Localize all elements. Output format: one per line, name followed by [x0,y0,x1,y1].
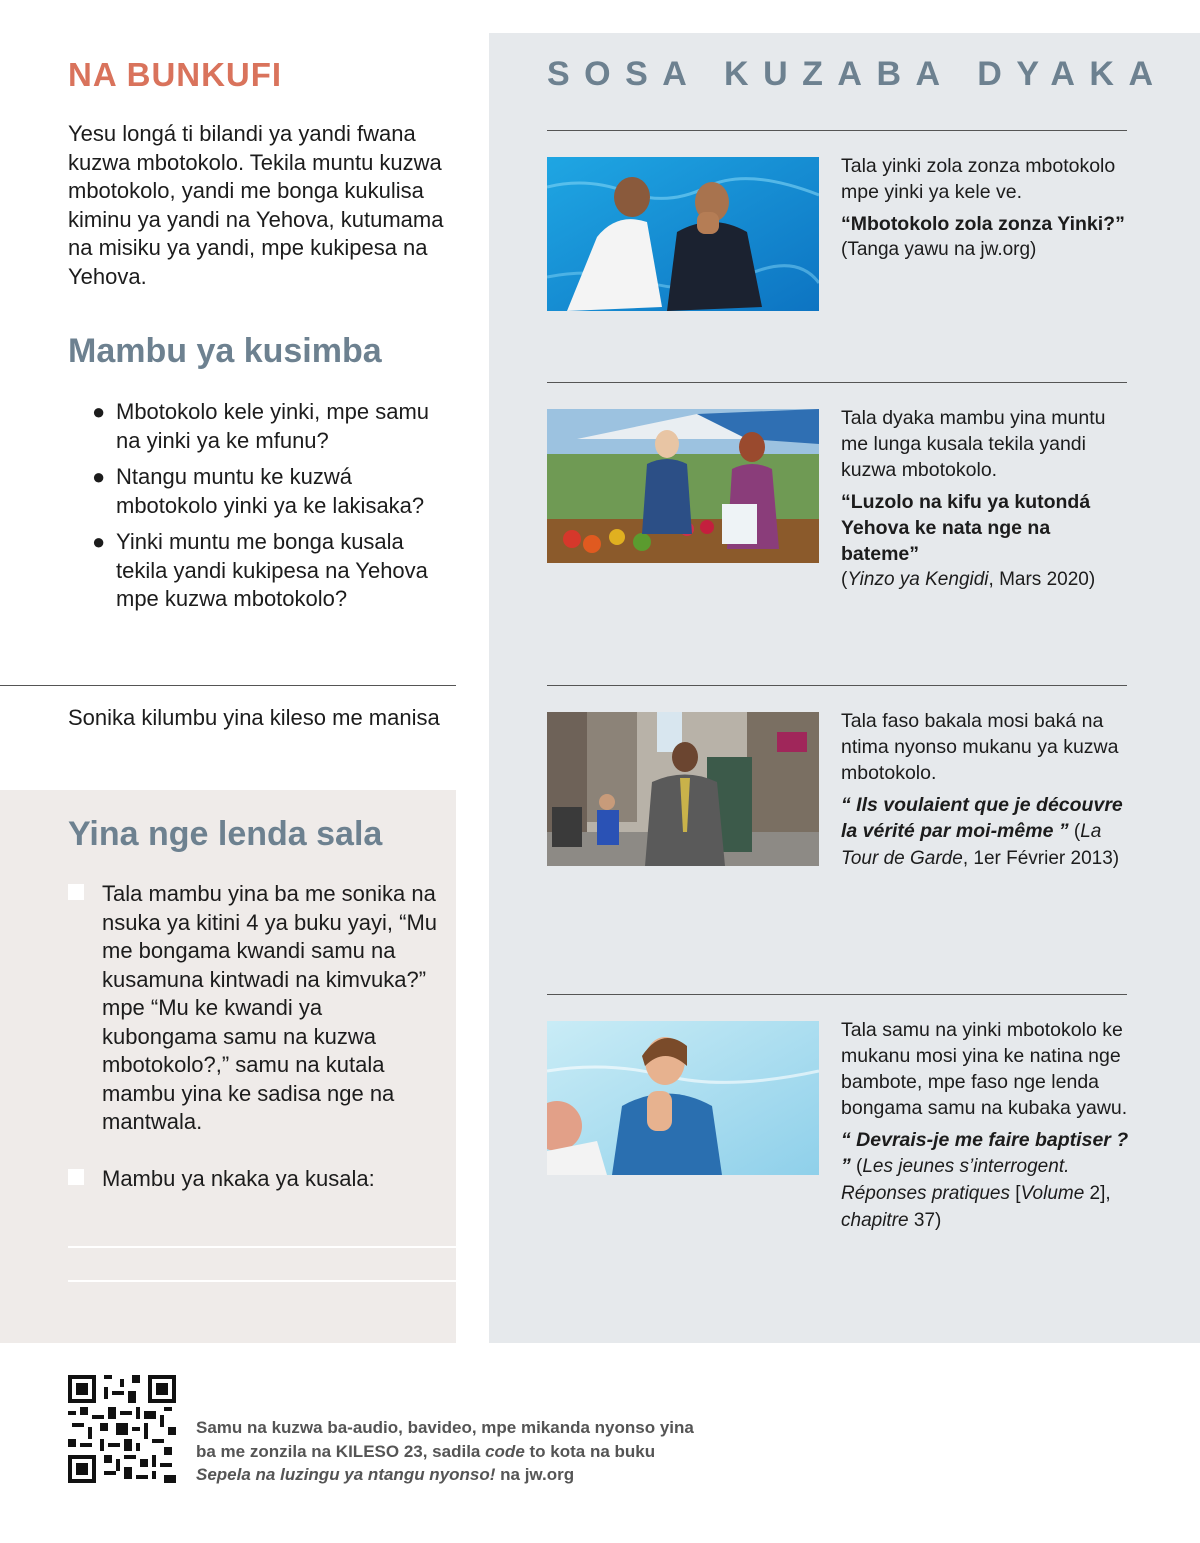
write-in-line[interactable] [68,1280,456,1282]
entry-description: Tala faso bakala mosi baká na ntima nyonso mukanu ya kuzwa mbotokolo. [841,710,1119,784]
baptism-pool-icon [547,157,819,311]
divider [547,130,1127,131]
qr-code-icon[interactable] [68,1375,176,1483]
checkbox[interactable] [68,1169,84,1185]
write-in-line[interactable] [68,1246,456,1248]
entry-description: Tala dyaka mambu yina muntu me lunga kusala tekila yandi kuzwa mbotokolo. [841,407,1106,481]
explore-entry [841,708,1131,872]
review-heading: Mambu ya kusimba [68,332,382,370]
bullet-icon: ● [92,529,106,554]
review-item: ● Yinki muntu me bonga kusala tekila yandi kukipesa na Yehova mpe kuzwa mbotokolo? [92,529,428,611]
review-item: ● Ntangu muntu ke kuzwá mbotokolo yinki ya ke lakisaka? [92,464,425,518]
explore-heading: SOSA KUZABA DYAKA [547,55,1168,93]
bullet-icon: ● [92,464,106,489]
divider [547,994,1127,995]
entry-title-link[interactable]: “Luzolo na kifu ya kutondá Yehova ke nata nge na bateme” [841,491,1091,565]
review-item: ● Mbotokolo kele yinki, mpe samu na yinki ya ke mfunu? [92,399,430,453]
entry-title-link[interactable]: “ Ils voulaient que je découvre la vérité par moi-même ” (La Tour de Garde, 1er Février 2013) [841,794,1123,869]
divider [0,685,456,686]
city-street-man-icon [547,712,819,866]
entry-description: Tala yinki zola zonza mbotokolo mpe yinki ya kele ve. [841,155,1116,203]
footer-note: Samu na kuzwa ba-audio, bavideo, mpe mikanda nyonso yina ba me zonzila na KILESO 23, sadila code to kota na buku Sepela na luzingu ya ntangu nyonso! na jw.org [196,1418,694,1484]
summary-text: Yesu longá ti bilandi ya yandi fwana kuzwa mbotokolo. Tekila muntu kuzwa mbotokolo, yandi me bonga kukulisa kiminu ya yandi na Yehova, kutumama na misiku ya yandi, mpe kukipesa na Yehova. [68,121,444,289]
goal-heading: Yina nge lenda sala [68,815,383,853]
entry-title-link[interactable]: “Mbotokolo zola zonza Yinki?” [841,213,1125,235]
summary-heading: NA BUNKUFI [68,56,283,93]
completion-date-label: Sonika kilumbu yina kileso me manisa [68,705,440,730]
checkbox[interactable] [68,884,84,900]
explore-entry [841,405,1131,593]
market-conversation-icon [547,409,819,563]
divider [547,382,1127,383]
entry-source: (Yinzo ya Kengidi, Mars 2020) [841,569,1096,590]
goal-item: Tala mambu yina ba me sonika na nsuka ya kitini 4 ya buku yayi, “Mu me bongama kwandi samu na kusamuna kintwadi na kimvuka?” mpe “Mu ke kwandi ya kubongama samu na kuzwa mbotokolo?,” samu na kutala mambu yina ke sadisa nge na mantwala. [68,880,438,1140]
goal-item: Mambu ya nkaka ya kusala: [68,1165,438,1195]
girl-baptism-icon [547,1021,819,1175]
review-list [92,398,452,622]
explore-entry [841,153,1131,263]
entry-description: Tala samu na yinki mbotokolo ke mukanu mosi yina ke natina nge bambote, mpe faso nge lenda bongama samu na kubaka yawu. [841,1019,1128,1119]
explore-entry [841,1017,1131,1234]
bullet-icon: ● [92,399,106,424]
divider [547,685,1127,686]
entry-title-link[interactable]: “ Devrais-je me faire baptiser ? ” (Les jeunes s’interrogent. Réponses pratiques [Volume 2], chapitre 37) [841,1129,1129,1231]
entry-source: (Tanga yawu na jw.org) [841,239,1037,260]
